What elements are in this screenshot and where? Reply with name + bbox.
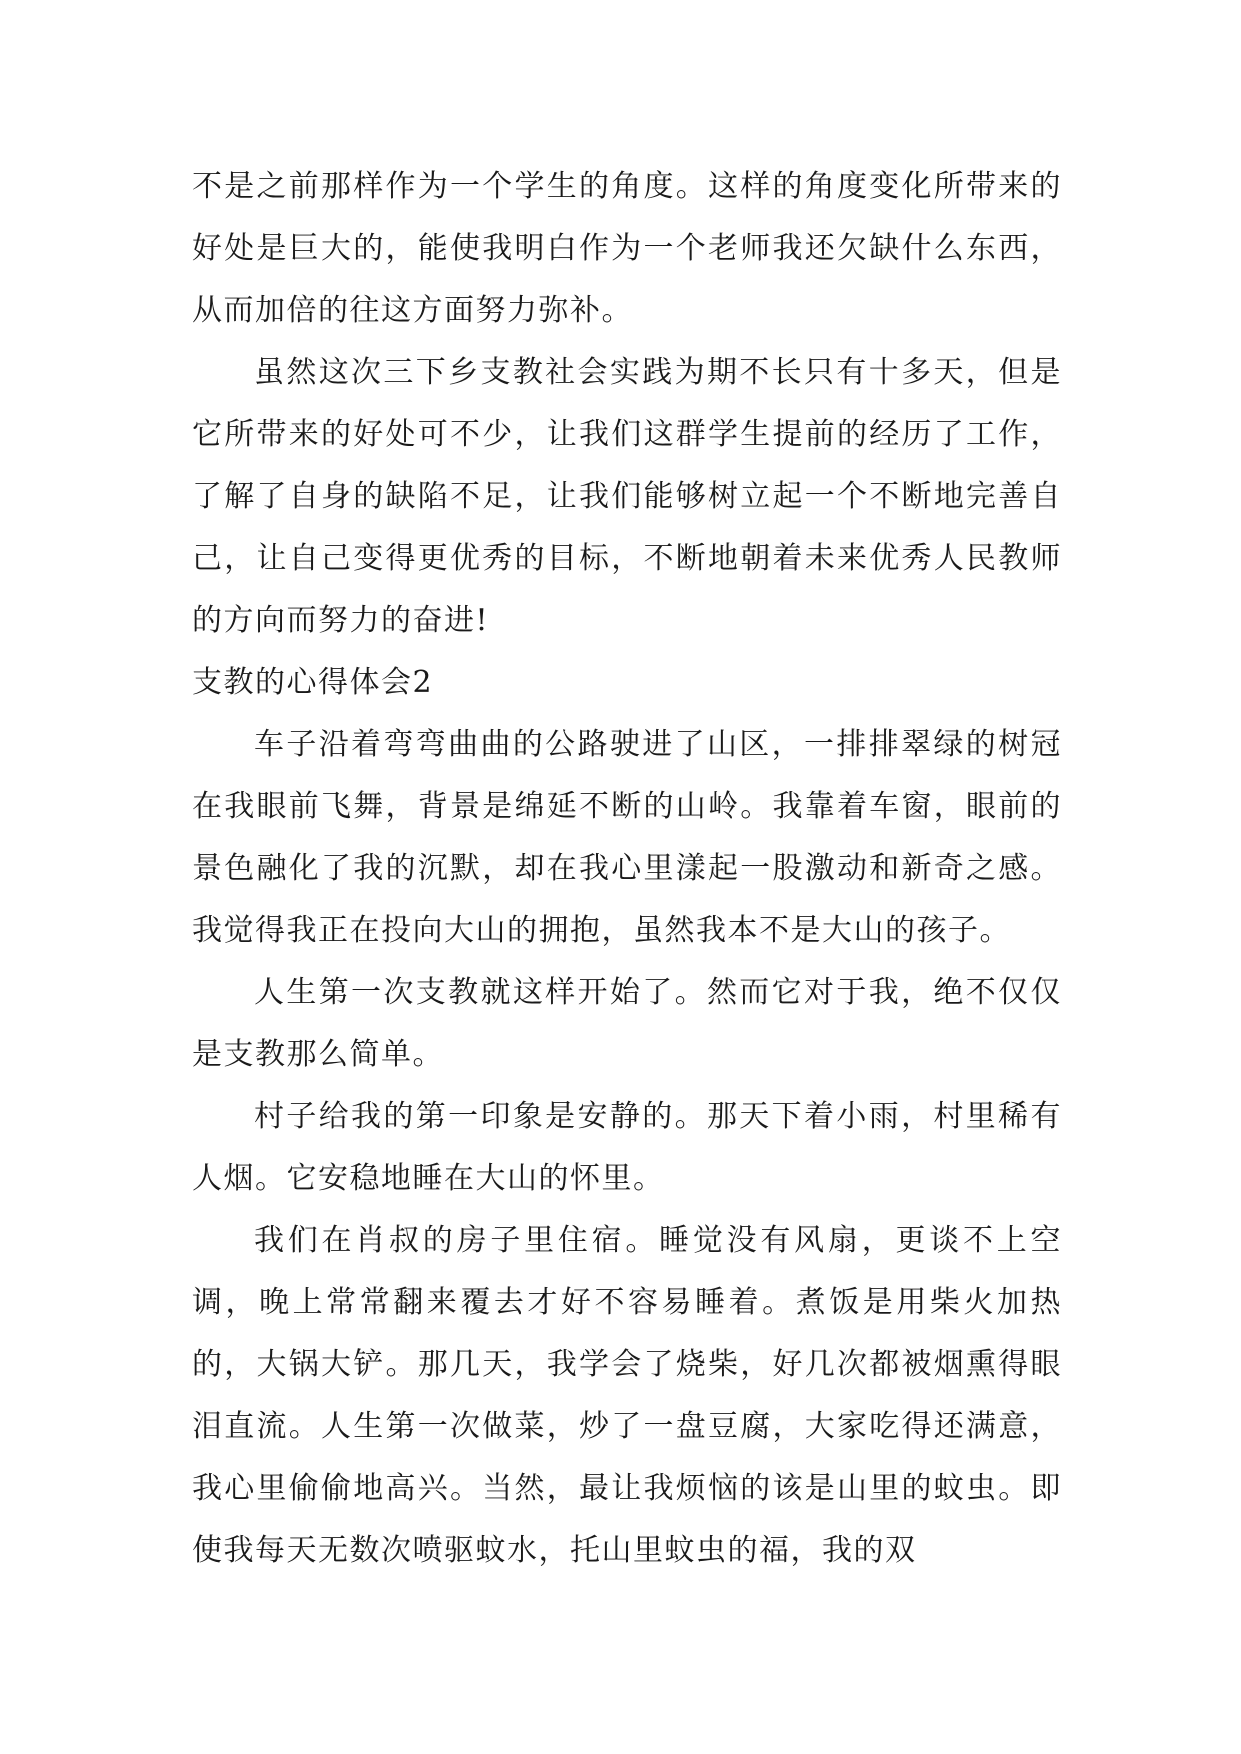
paragraph: 虽然这次三下乡支教社会实践为期不长只有十多天，但是它所带来的好处可不少，让我们这群学生提前的经历了工作，了解了自身的缺陷不足，让我们能够树立起一个不断地完善自己，让自己变得更优秀的目标，不断地朝着未来优秀人民教师的方向而努力的奋进! <box>192 355 1062 638</box>
paragraph-continuation: 不是之前那样作为一个学生的角度。这样的角度变化所带来的好处是巨大的，能使我明白作为一个老师我还欠缺什么东西，从而加倍的往这方面努力弥补。 <box>192 169 1062 328</box>
section-heading: 支教的心得体会2 <box>192 665 434 700</box>
paragraph: 车子沿着弯弯曲曲的公路驶进了山区，一排排翠绿的树冠在我眼前飞舞，背景是绵延不断的山岭。我靠着车窗，眼前的景色融化了我的沉默，却在我心里漾起一股激动和新奇之感。我觉得我正在投向大山的拥抱，虽然我本不是大山的孩子。 <box>192 727 1062 948</box>
paragraph: 村子给我的第一印象是安静的。那天下着小雨，村里稀有人烟。它安稳地睡在大山的怀里。 <box>192 1099 1062 1196</box>
paragraph: 我们在肖叔的房子里住宿。睡觉没有风扇，更谈不上空调，晚上常常翻来覆去才好不容易睡着。煮饭是用柴火加热的，大锅大铲。那几天，我学会了烧柴，好几次都被烟熏得眼泪直流。人生第一次做菜，炒了一盘豆腐，大家吃得还满意，我心里偷偷地高兴。当然，最让我烦恼的该是山里的蚊虫。即使我每天无数次喷驱蚊水，托山里蚊虫的福，我的双 <box>192 1223 1062 1568</box>
document-body <box>192 156 1062 1582</box>
paragraph: 人生第一次支教就这样开始了。然而它对于我，绝不仅仅是支教那么简单。 <box>192 975 1062 1072</box>
